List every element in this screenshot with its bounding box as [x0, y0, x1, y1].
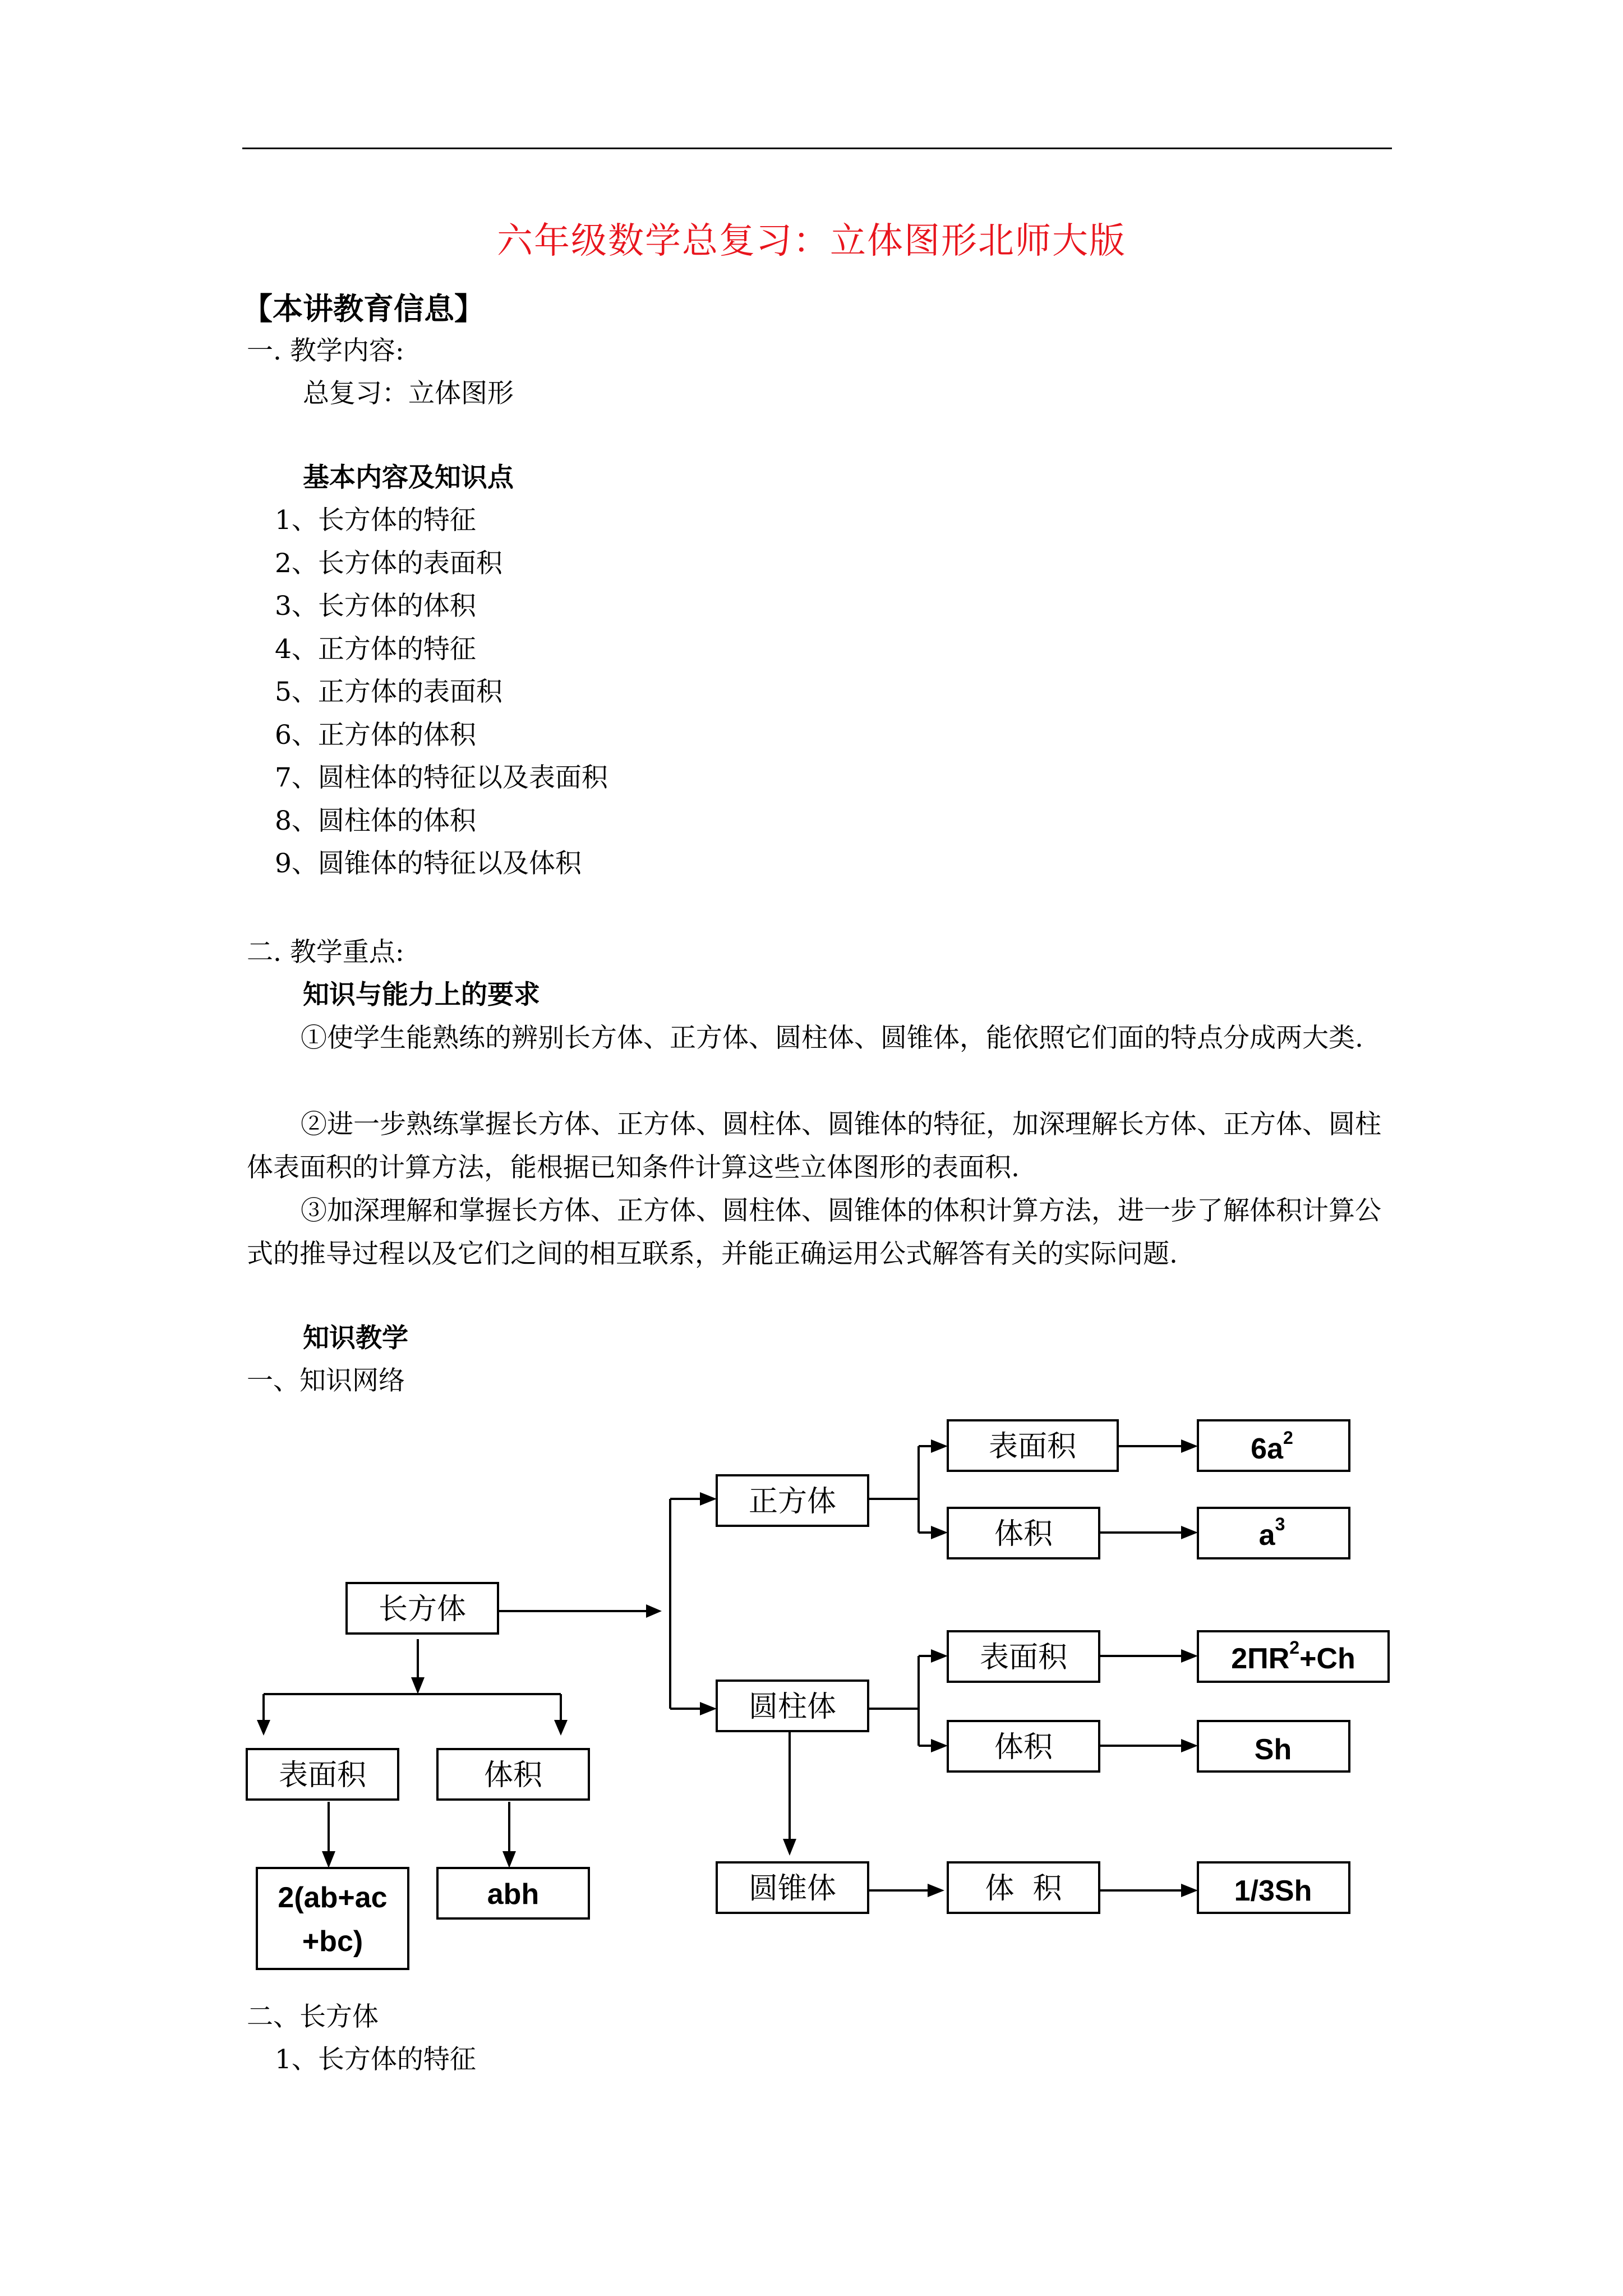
arrow-head [931, 1526, 948, 1539]
content-heading: 一. 教学内容: [247, 335, 404, 366]
cube-volume-formula: $a^3$ [1258, 1514, 1285, 1552]
network-heading: 一、知识网络 [247, 1365, 405, 1396]
arrow-head [646, 1604, 662, 1618]
arrow-head [1181, 1884, 1198, 1897]
arrow-head [1181, 1739, 1198, 1752]
list-item: 9、圆锥体的特征以及体积 [275, 848, 582, 879]
content-subheading: 基本内容及知识点 [303, 462, 514, 493]
cuboid-volume-formula: abh [487, 1878, 540, 1911]
arrow-head [700, 1492, 717, 1506]
cylinder-surface-label: 表面积 [979, 1641, 1068, 1674]
arrow-head [1181, 1526, 1198, 1539]
list-item: 2、长方体的表面积 [275, 547, 502, 579]
cuboid-surface-label: 表面积 [278, 1759, 367, 1792]
arrow-head [931, 1439, 948, 1453]
key-point-paragraph-1: ①使学生能熟练的辨别长方体、正方体、圆柱体、圆锥体，能依照它们面的特点分成两大类. [301, 1023, 1363, 1053]
arrow-head [1181, 1649, 1198, 1663]
cuboid-section-heading: 二、长方体 [247, 2001, 379, 2032]
arrow-head [411, 1677, 425, 1694]
cylinder-surface-formula: $2\Pi R^2+Ch$ [1231, 1637, 1355, 1675]
cube-surface-formula: $6a^2$ [1251, 1428, 1293, 1465]
list-item: 8、圆柱体的体积 [275, 805, 476, 836]
arrow-head [502, 1851, 516, 1868]
arrow-head [554, 1720, 568, 1736]
cone-label: 圆锥体 [748, 1872, 837, 1906]
list-item: 7、圆柱体的特征以及表面积 [275, 762, 608, 793]
cuboid-surface-formula-line2: +bc) [302, 1925, 363, 1958]
cylinder-volume-label: 体积 [994, 1731, 1053, 1764]
cylinder-label: 圆柱体 [748, 1690, 837, 1724]
list-item: 3、长方体的体积 [275, 591, 476, 622]
content-topic: 总复习：立体图形 [303, 378, 514, 409]
cube-surface-label: 表面积 [988, 1430, 1077, 1464]
key-point-paragraph-2: ②进一步熟练掌握长方体、正方体、圆柱体、圆锥体的特征，加深理解长方体、正方体、圆柱体表面积的计算方法，能根据已知条件计算这些立体图形的表面积. [247, 1109, 1381, 1183]
cone-volume-label: 体 积 [985, 1872, 1062, 1906]
arrow-head [931, 1649, 948, 1663]
teaching-heading: 知识教学 [303, 1323, 408, 1354]
cuboid-label: 长方体 [378, 1593, 467, 1626]
arrow-head [257, 1720, 270, 1736]
page-title: 六年级数学总复习：立体图形北师大版 [497, 220, 1126, 262]
arrow-head [783, 1839, 796, 1856]
arrow-head [322, 1851, 335, 1868]
key-points-subheading: 知识与能力上的要求 [303, 979, 540, 1010]
cuboid-volume-label: 体积 [483, 1759, 543, 1792]
cuboid-surface-formula-line1: 2(ab+ac [278, 1881, 388, 1914]
cone-volume-formula: 1/3Sh [1234, 1875, 1312, 1907]
key-point-paragraph-3: ③加深理解和掌握长方体、正方体、圆柱体、圆锥体的体积计算方法，进一步了解体积计算公式的推导过程以及它们之间的相互联系，并能正确运用公式解答有关的实际问题. [247, 1195, 1381, 1269]
cube-volume-label: 体积 [994, 1517, 1053, 1551]
arrow-head [700, 1702, 717, 1715]
list-item: 6、正方体的体积 [275, 719, 476, 751]
cube-label: 正方体 [748, 1485, 837, 1519]
arrow-head [931, 1739, 948, 1752]
list-item: 1、长方体的特征 [275, 505, 476, 536]
key-points-heading: 二. 教学重点: [247, 937, 404, 968]
cuboid-section-item: 1、长方体的特征 [275, 2044, 476, 2075]
info-section-heading: 【本讲教育信息】 [242, 291, 485, 326]
cylinder-volume-formula: Sh [1254, 1733, 1292, 1766]
arrow-head [928, 1884, 944, 1897]
list-item: 5、正方体的表面积 [275, 677, 502, 707]
list-item: 4、正方体的特征 [275, 633, 476, 665]
arrow-head [1181, 1439, 1198, 1453]
